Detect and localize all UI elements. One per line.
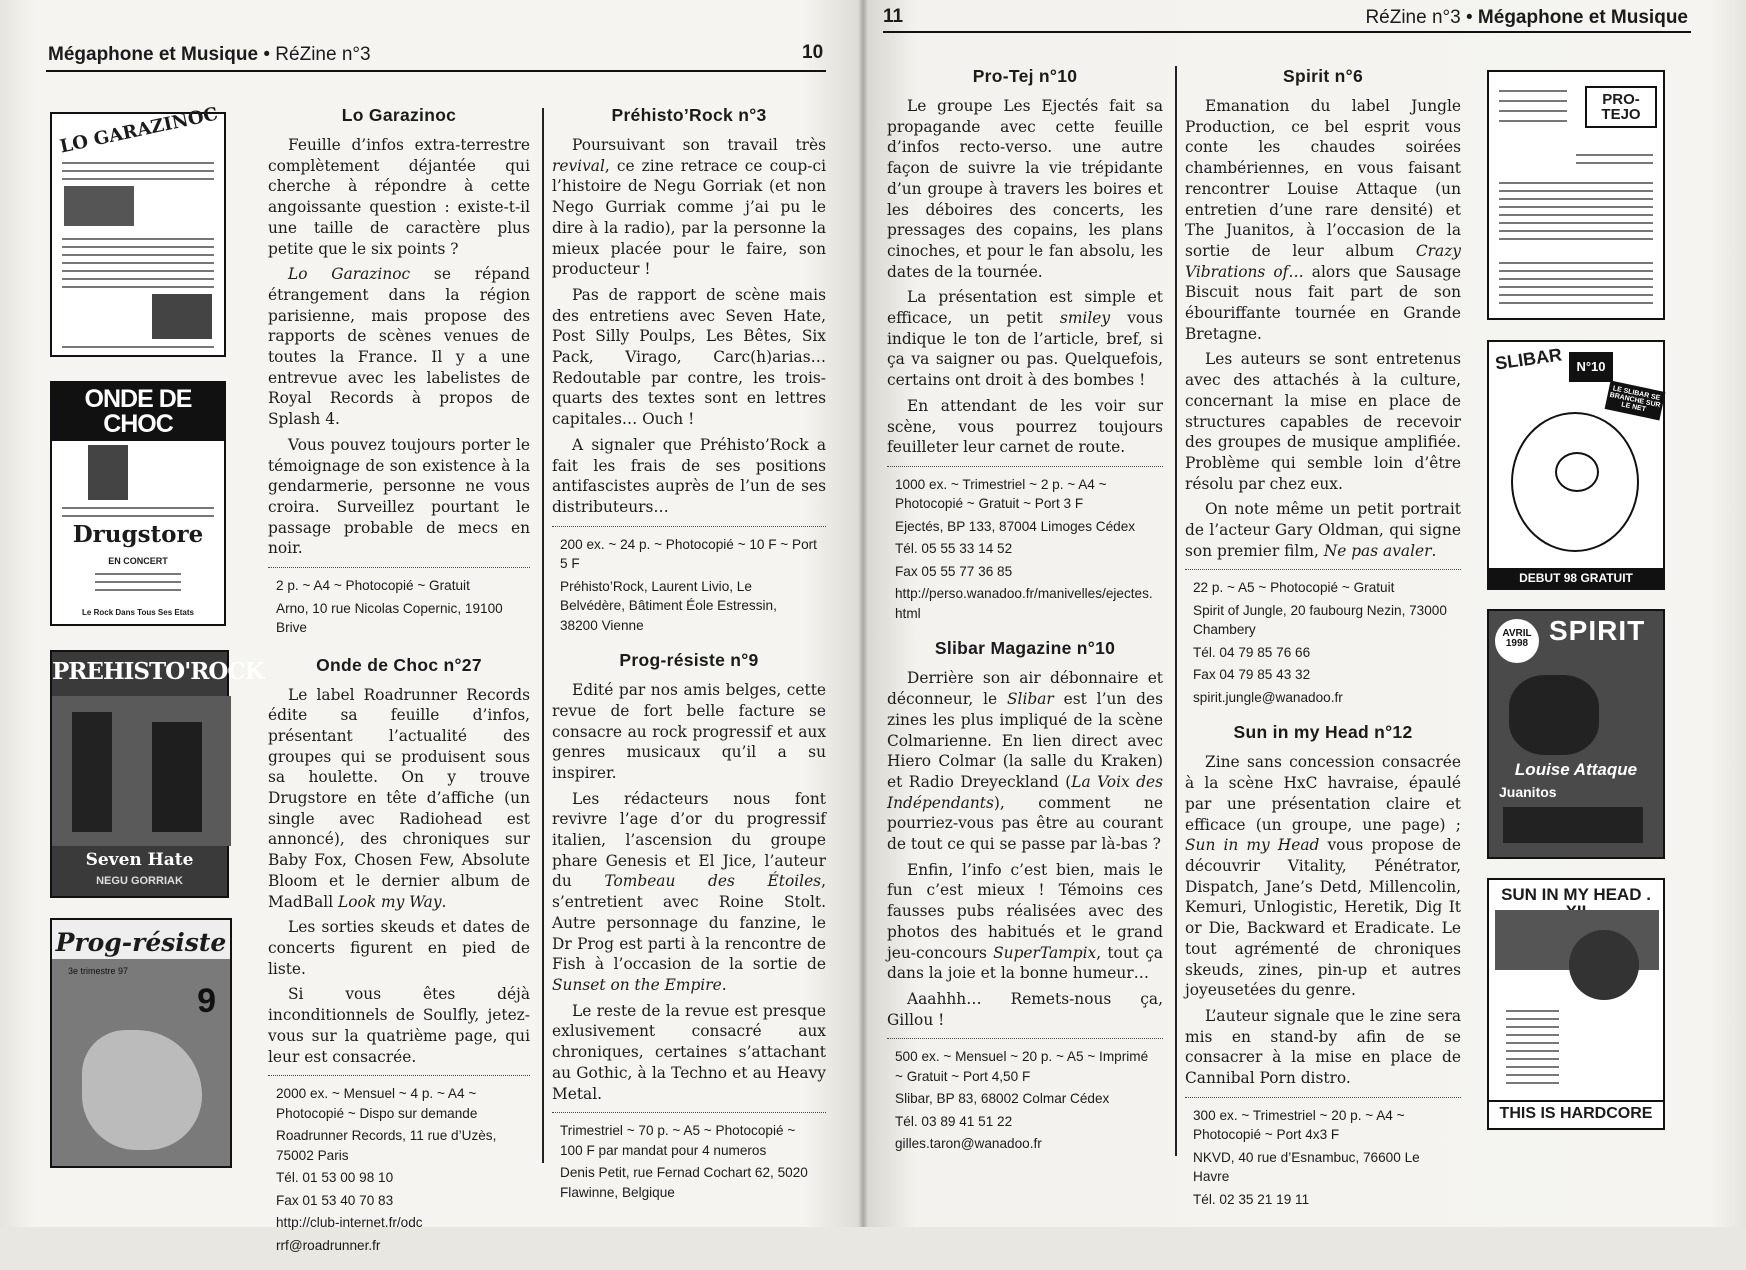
paragraph: En attendant de les voir sur scène, vous pourrez toujours feuilleter leur carnet de route.	[887, 396, 1163, 457]
cover-concert: EN CONCERT	[108, 556, 168, 566]
cover-footer: THIS IS HARDCORE	[1489, 1100, 1663, 1122]
paragraph: Edité par nos amis belges, cette revue de fort belle facture se consacre au rock progressif et aux genres musicaux qu’il a su inspirer.	[552, 681, 826, 782]
info-box: 2000 ex. ~ Mensuel ~ 4 p. ~ A4 ~ Photocopié ~ Dispo sur demande Roadrunner Records, 11 rue d’Uzès, 75002 Paris Tél. 01 53 00 98 10 Fax 01 53 40 70 83 http://club-internet.fr/odc rrf@roadrunner.fr	[268, 1075, 530, 1262]
paragraph: Le reste de la revue est presque exlusivement consacré aux chroniques, certaines s’attachant au Gothic, à la Techno et au Heavy Metal.	[552, 1001, 826, 1103]
book-spine	[858, 0, 868, 1227]
review-title: Prog-résiste n°9	[619, 650, 759, 671]
paragraph: Enfin, l’info c’est bien, mais le fun c’est mieux ! Témoins ces fausses pubs réalisées avec des photos des habitués et le grand jeu-concours SuperTampix, tout ça dans la joie et la bonne humeur…	[887, 860, 1163, 983]
right-page	[863, 0, 1746, 1227]
cover-spirit	[1487, 609, 1665, 859]
column-1	[887, 66, 1163, 1169]
email-link: spirit.jungle@wanadoo.fr	[1193, 689, 1343, 705]
cover-title: Prog-résiste	[52, 920, 230, 959]
cover-title: PREHISTO'ROCK	[52, 658, 264, 685]
cover-band2: NEGU GORRIAK	[96, 875, 183, 887]
cover-title: SUN IN MY HEAD .	[1501, 885, 1651, 904]
cover-lo-garazinoc	[50, 103, 226, 357]
paragraph: L’auteur signale que le zine sera mis en stand-by afin de se consacrer à la mise en place de Cannibal Porn distro.	[1185, 1006, 1461, 1088]
cover-banner: ONDE DE CHOC	[52, 383, 224, 441]
paragraph: Emanation du label Jungle Production, ce bel esprit vous conte les chaudes soirées chambériennes, en vous faisant rencontrer Louise Attaque (un entretien d’une rare densité) et The Juanitos, à l’occasion de la sortie de leur album Crazy Vibrations of… alors que Sausage Biscuit nous fait part de son ébouriffante tournée en Grande Bretagne.	[1185, 97, 1461, 343]
column-rule	[542, 108, 544, 1163]
review-title: Sun in my Head n°12	[1233, 722, 1413, 743]
cover-slibar	[1487, 340, 1665, 590]
paragraph: Les auteurs se sont entretenus avec des attachés à la culture, concernant la mise en place de structures capables de recevoir des groupes de musique amplifiée. Problème qui semble loin d’être résolu par chez eux.	[1185, 350, 1461, 493]
review-title: Spirit n°6	[1282, 66, 1363, 86]
cover-feature: Louise Attaque	[1514, 760, 1638, 779]
cover-date: 3e trimestre 97	[68, 966, 129, 976]
paragraph: Derrière son air débonnaire et déconneur, le Slibar est l’un des zines les plus impliqué de la scène Colmarienne. En lien direct avec Hiero Colmar (la salle du Kraken) et Radio Dreyeckland (La Voix des Indépendants), comment ne pourriez-vous pas être au courant de tout ce qui se passe par là-bas ?	[887, 669, 1163, 854]
cover-prog-resiste	[50, 918, 232, 1168]
info-box: 500 ex. ~ Mensuel ~ 20 p. ~ A5 ~ Imprimé ~ Gratuit ~ Port 4,50 F Slibar, BP 83, 68002 Colmar Cédex Tél. 03 89 41 51 22 gilles.taron@wanadoo.fr	[887, 1038, 1163, 1161]
paragraph: Pas de rapport de scène mais des entretiens avec Seven Hate, Post Silly Poulps, Les Bêtes, Six Pack, Virago, Carc(h)arias… Redoutable par contre, les trois-quarts des textes sont en lettres capitales… Ouch !	[552, 285, 826, 429]
cover-title: LO GARAZINOC	[58, 103, 220, 158]
paragraph: Poursuivant son travail très revival, ce zine retrace ce coup-ci l’histoire de Negu Gorriak (et non Nego Gurriak comme j’ai pu le dire à la radio), par la personne la mieux placée pour le faire, son producteur !	[552, 136, 826, 279]
paragraph: Aaahhh… Remets-nous ça, Gillou !	[887, 990, 1163, 1029]
paragraph: Vous pouvez toujours porter le témoignage de son existence à la gendarmerie, personne ne vous croira. Surveillez pourtant le passage probable de mecs en noir.	[268, 435, 530, 558]
cover-feature2: Juanitos	[1499, 784, 1557, 800]
paragraph: A signaler que Préhisto’Rock a fait les frais de ses positions antifascistes auprès de l’un de ses distributeurs…	[552, 435, 826, 516]
paragraph: Les sorties skeuds et dates de concerts figurent en pied de liste.	[268, 918, 530, 978]
column-rule	[1175, 66, 1177, 1156]
paragraph: Lo Garazinoc se répand étrangement dans la région parisienne, mais propose des rapports de scènes venues de toutes la France. Il y a une entrevue avec les labelistes de Royal Records à propos de Splash 4.	[268, 265, 530, 429]
info-box: 22 p. ~ A5 ~ Photocopié ~ Gratuit Spirit of Jungle, 20 faubourg Nezin, 73000 Chambery Tél. 04 79 85 76 66 Fax 04 79 85 43 32 spirit.jungle@wanadoo.fr	[1185, 569, 1461, 714]
paragraph: Si vous êtes déjà inconditionnels de Soulfly, jetez-vous sur la quatrième page, qui leur est consacrée.	[268, 985, 530, 1066]
paragraph: On note même un petit portrait de l’acteur Gary Oldman, qui signe son premier film, Ne pas avaler.	[1185, 500, 1461, 560]
running-header-left: Mégaphone et Musique • RéZine n°3	[48, 44, 371, 65]
cover-drugstore: Drugstore	[72, 521, 204, 548]
cover-sun-in-my-head	[1487, 878, 1665, 1130]
column-2	[552, 105, 826, 1217]
column-1	[268, 105, 530, 1270]
review-title: Slibar Magazine n°10	[934, 638, 1116, 659]
cover-issue: N°10	[1569, 352, 1613, 382]
cover-note: LE SLIBAR SE BRANCHE SUR LE NET	[1605, 380, 1666, 420]
info-box: Trimestriel ~ 70 p. ~ A5 ~ Photocopié ~ 100 F par mandat pour 4 numeros Denis Petit, rue Fernad Cochart 62, 5020 Flawinne, Belgique	[552, 1112, 826, 1209]
review-title: Préhisto’Rock n°3	[611, 105, 767, 125]
email-link: gilles.taron@wanadoo.fr	[895, 1136, 1042, 1152]
review-title: Onde de Choc n°27	[316, 654, 482, 675]
cover-onde-de-choc	[50, 381, 226, 626]
page-number: 11	[883, 6, 904, 27]
cover-band: Seven Hate	[85, 850, 194, 870]
info-box: 200 ex. ~ 24 p. ~ Photocopié ~ 10 F ~ Port 5 F Préhisto’Rock, Laurent Livio, Le Belvédère, Bâtiment Éole Estressin, 38200 Vienne	[552, 526, 826, 643]
running-header-right: RéZine n°3 • Mégaphone et Musique	[1365, 7, 1688, 28]
url-link: http://club-internet.fr/odc	[276, 1215, 423, 1231]
cover-footer: DEBUT 98 GRATUIT	[1489, 568, 1663, 588]
cover-tagline: Le Rock Dans Tous Ses Etats	[82, 608, 194, 617]
paragraph: Les rédacteurs nous font revivre l’age d’or du progressif italien, l’ascension du groupe phare Genesis et El Jice, l’auteur du Tombeau des Étoiles, s’entretient avec Roine Stolt. Autre personnage du fanzine, le Dr Prog est parti à la rencontre de Fish à l’occasion de la sortie de Sunset on the Empire.	[552, 789, 826, 994]
cover-pro-tej	[1487, 70, 1665, 320]
review-title: Pro-Tej n°10	[972, 66, 1078, 86]
email-link: rrf@roadrunner.fr	[276, 1237, 381, 1253]
info-box: 300 ex. ~ Trimestriel ~ 20 p. ~ A4 ~ Photocopié ~ Port 4x3 F NKVD, 40 rue d’Esnambuc, 76600 Le Havre Tél. 02 35 21 19 11	[1185, 1097, 1461, 1217]
cover-issue: 9	[197, 982, 216, 1020]
cover-prehisto-rock	[50, 650, 264, 898]
header-rule	[883, 31, 1691, 33]
paragraph: Le label Roadrunner Records édite sa feuille d’infos, présentant l’actualité des groupes qui se produisent sous sa houlette. On y trouve Drugstore en tête d’affiche (un single avec Radiohead est annoncé), des chroniques sur Baby Fox, Chosen Few, Absolute Bloom et le dernier album de MadBall Look my Way.	[268, 685, 530, 911]
left-page	[0, 0, 863, 1253]
url-link: http://perso.wanadoo.fr/manivelles/ejectes.html	[895, 586, 1153, 621]
review-title: Lo Garazinoc	[341, 105, 457, 125]
cover-title: SPIRIT	[1549, 615, 1646, 646]
header-rule	[46, 70, 826, 72]
info-box: 2 p. ~ A4 ~ Photocopié ~ Gratuit Arno, 10 rue Nicolas Copernic, 19100 Brive	[268, 567, 530, 645]
paragraph: Le groupe Les Ejectés fait sa propagande avec cette feuille d’infos recto-verso. une autre façon de suivre la vie trépidante d’un groupe à travers les boires et les déboires des concerts, les pressages des copains, les plans cinoches, et pour le fan absolu, les dates de la tournée.	[887, 97, 1163, 281]
paragraph: Zine sans concession consacrée à la scène HxC havraise, épaulé par une présentation claire et efficace (un groupe, une page) ; Sun in my Head vous propose de découvrir Vitality, Pénétrator, Dispatch, Jane’s Detd, Millencolin, Kemuri, Unlogistic, Heretik, Dig It or Die, Backward et Eradicate. Le tout agrémenté de chroniques skeuds, zines, pin-up et autres joyeusetées du genre.	[1185, 753, 1461, 1000]
paragraph: La présentation est simple et efficace, un petit smiley vous indique le ton de l’article, bref, si ça va saigner ou pas. Quelquefois, certains ont droit à des bombes !	[887, 288, 1163, 390]
page-number: 10	[802, 42, 824, 63]
cover-date: AVRIL 1998	[1495, 619, 1539, 663]
cover-title: PRO-TEJO	[1585, 86, 1657, 128]
paragraph: Feuille d’infos extra-terrestre complètement déjantée qui cherche à répondre à cette angoissante question : existe-t-il une taille de caractère plus petite que le six points ?	[268, 136, 530, 258]
info-box: 1000 ex. ~ Trimestriel ~ 2 p. ~ A4 ~ Photocopié ~ Gratuit ~ Port 3 F Ejectés, BP 133, 87004 Limoges Cédex Tél. 05 55 33 14 52 Fax 05 55 77 36 85 http://perso.wanadoo.fr/manivelles/ejectes.html	[887, 466, 1163, 631]
cover-title: SLIBAR	[1493, 344, 1564, 374]
column-2	[1185, 66, 1461, 1224]
